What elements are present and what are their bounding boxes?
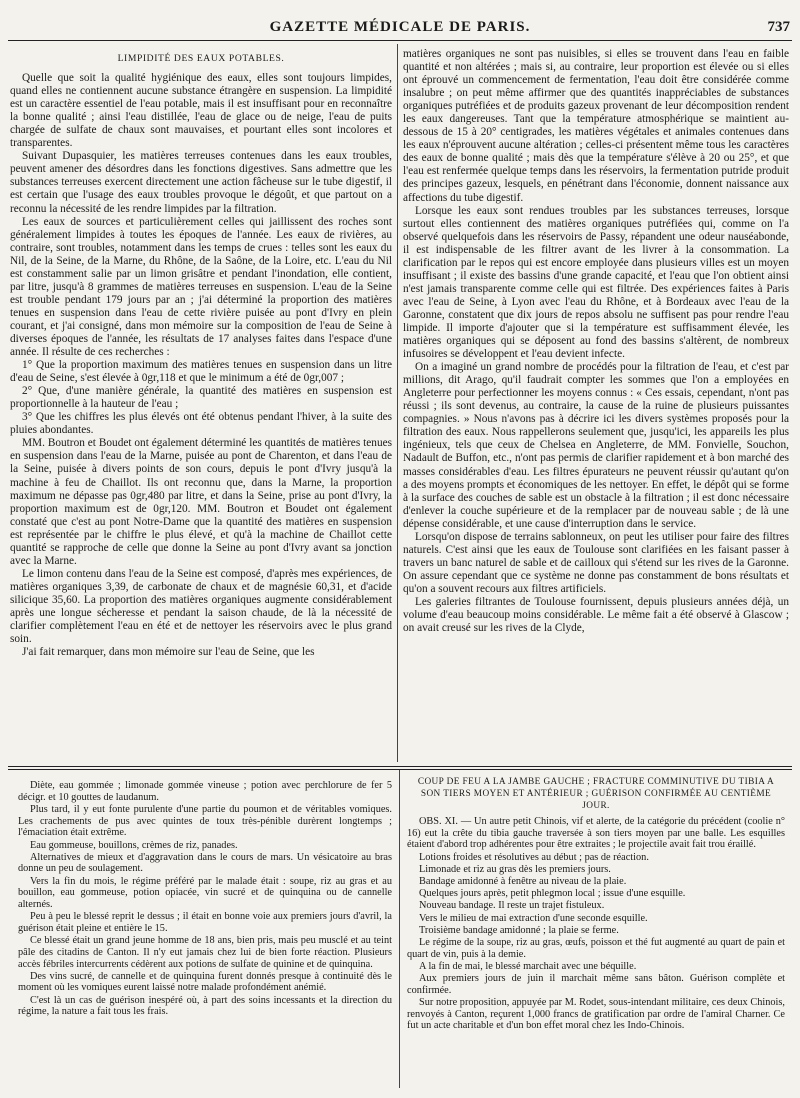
section-title: LIMPIDITÉ DES EAUX POTABLES. bbox=[117, 53, 285, 64]
paragraph: 1° Que la proportion maximum des matières tenues en suspension dans un litre d'eau de Seine, s'est élevée à 0gr,118 et que le minimum a été de 0gr,007 ; bbox=[10, 359, 392, 385]
footer-right-column bbox=[407, 776, 785, 1033]
paragraph: Des vins sucré, de cannelle et de quinquina furent donnés presque à continuité dès le moment où les vomiques eurent laissé notre malade profondément anémié. bbox=[18, 970, 392, 994]
paragraph: Eau gommeuse, bouillons, crèmes de riz, panades. bbox=[30, 839, 238, 851]
paragraph: Sur notre proposition, appuyée par M. Rodet, sous-intendant militaire, ces deux Chinois, renvoyés à Canton, reçurent 1,000 francs de gratification par ordre de l'amiral Charner. Ce fut un acte charitable et d'un bon effet moral chez les Indo-Chinois. bbox=[407, 997, 785, 1032]
paragraph: J'ai fait remarquer, dans mon mémoire sur l'eau de Seine, que les bbox=[22, 646, 315, 659]
paragraph: Lorsqu'on dispose de terrains sablonneux, on peut les utiliser pour faire des filtres naturels. C'est ainsi que les eaux de Toulouse sont clarifiées en les faisant passer à travers un banc naturel de sable et de cailloux qui s'étend sur les rives de la Garonne. On assure cependant que ce système ne donne pas constamment de bons résultats et qu'on a souvent recours aux filtres artificiels. bbox=[403, 530, 789, 595]
right-column bbox=[403, 48, 789, 635]
paragraph: On a imaginé un grand nombre de procédés pour la filtration de l'eau, et c'est par millions, dit Arago, qu'il faudrait compter les sommes que l'on a employées en Angleterre pour perfectionner les moyens connus : « Ces essais, cependant, n'ont pas réussi ; ils sont devenus, au contraire, la cause de la ruine de plusieurs puissantes compagnies. » Nous n'avons pas à décrire ici les divers systèmes proposés pour la filtration des eaux. Nous rappellerons seulement que, jusqu'ici, les appareils les plus ingénieux, tels que ceux de Chelsea en Angleterre, de MM. Fonvielle, Souchon, Nadault de Buffon, etc., n'ont pas permis de clarifier rapidement et à bon marché des masses considérables d'eau. Les filtres épurateurs ne peuvent réussir qu'autant qu'on a des moyens prompts et économiques de les nettoyer. En effet, le dépôt qui se forme à la surface des couches de sable est un obstacle à la filtration ; il est donc nécessaire d'enlever la couche supérieure et de la remplacer par de nouveau sable ; de là une dépense considérable, et une cause d'interruption dans le service. bbox=[403, 361, 789, 530]
page-number: 737 bbox=[767, 19, 790, 35]
paragraph: matières organiques ne sont pas nuisibles, si elles se trouvent dans l'eau en faible quantité et non altérées ; mais si, au contraire, leur proportion est élevée ou si elles ont éprouvé un commencement de fermentation, l'eau doit être considérée comme insalubre ; on peut même affirmer que des quantités inappréciables de substances organiques putréfiées et de produits gazeux provenant de leur décomposition rendent les eaux dangereuses. Tant que la température atmosphérique se maintient au-dessous de 15 à 20° centigrades, les matières végétales et animales contenues dans les eaux n'éprouvent aucune altération ; celles-ci présentent même tous les caractères des eaux de bonne qualité ; mais dès que la température s'élève à 20 ou 25°, et que l'eau est renfermée quelque temps dans les réservoirs, la fermentation putride produit des principes gazeux, lesquels, en pénétrant dans l'économie, donnent naissance aux affections du tube digestif. bbox=[403, 48, 789, 204]
paragraph: Nouveau bandage. Il reste un trajet fistuleux. bbox=[419, 900, 605, 912]
feuilleton-divider-thin bbox=[8, 769, 792, 770]
paragraph: Quelle que soit la qualité hygiénique des eaux, elles sont toujours limpides, quand elles ne contiennent aucune substance étrangère en suspension. La limpidité est un caractère essentiel de l'eau potable, mais il est insuffisant pour en reconnaître la bonne qualité ; ainsi l'eau distillée, l'eau de glace ou de neige, l'eau de puits chargée de sulfate de chaux sont mauvaises, et pourtant elles sont incolores et transparentes. bbox=[10, 72, 392, 150]
paragraph: Quelques jours après, petit phlegmon local ; issue d'une esquille. bbox=[419, 888, 686, 900]
paragraph: Limonade et riz au gras dès les premiers jours. bbox=[419, 863, 611, 875]
left-column bbox=[10, 48, 392, 659]
page-header bbox=[8, 18, 792, 41]
column-rule bbox=[397, 44, 398, 762]
paragraph: Aux premiers jours de juin il marchait même sans bâton. Guérison complète et confirmée. bbox=[407, 973, 785, 996]
paragraph: Lorsque les eaux sont rendues troubles par les substances terreuses, lorsque surtout elles contiennent des matières organiques putréfiées qui, comme on l'a observé quelquefois dans les réservoirs de Passy, répandent une odeur nauséabonde, il est indispensable de les filtrer avant de les livrer à la consommation. La clarification par le repos qui est encore employée dans plusieurs villes est un moyen insuffisant ; il existe des bassins d'une grande capacité, et l'eau que l'on obtient ainsi n'est jamais transparente comme celle qui est filtrée. Des expériences faites à Paris avec l'eau de Seine, à Lyon avec l'eau du Rhône, et à Bordeaux avec l'eau de la Garonne, constatent que dix jours de repos absolu ne suffisent pas pour rendre l'eau limpide. Il importe d'ajouter que si la température est suffisamment élevée, les matières organiques qui se déposent au fond des bassins s'altèrent, de nombreux infusoires se développent et l'eau devient infecte. bbox=[403, 204, 789, 361]
paragraph: Vers la fin du mois, le régime préféré par le malade était : soupe, riz au gras et au bouillon, eau gommeuse, potion opiacée, vin sucré et de quinquina ou de cannelle alternés. bbox=[18, 875, 392, 911]
paragraph: Peu à peu le blessé reprit le dessus ; il était en bonne voie aux premiers jours d'avril, la guérison était pleine et entière le 15. bbox=[18, 911, 392, 934]
footer-left-column bbox=[18, 780, 392, 1019]
paragraph: Le limon contenu dans l'eau de la Seine est composé, d'après mes expériences, de matières organiques 3,39, de carbonate de chaux et de magnésie 60,31, et d'acide silicique 35,60. La proportion des matières organiques augmente considérablement après une longue sécheresse et pendant la saison chaude, de là la nécessité de clarifier complètement l'eau en été et de nettoyer les réservoirs avec le plus grand soin. bbox=[10, 567, 392, 646]
paragraph: Le régime de la soupe, riz au gras, œufs, poisson et thé fut augmenté au quart de pain et quart de vin, puis à la demie. bbox=[407, 937, 785, 960]
paragraph: A la fin de mai, le blessé marchait avec une béquille. bbox=[419, 960, 637, 972]
paragraph: Lotions froides et résolutives au début ; pas de réaction. bbox=[419, 851, 649, 863]
paragraph: Bandage amidonné à fenêtre au niveau de la plaie. bbox=[419, 876, 627, 888]
paragraph: Troisième bandage amidonné ; la plaie se ferme. bbox=[419, 924, 619, 936]
paragraph: Les galeries filtrantes de Toulouse fournissent, depuis plusieurs années déjà, un volume d'eau beaucoup moins considérable. Le même fait a été observé à Glascow ; on avait creusé sur les rives de la Clyde, bbox=[403, 595, 789, 635]
paragraph: 3° Que les chiffres les plus élevés ont été obtenus pendant l'hiver, à la suite des pluies abondantes. bbox=[10, 411, 392, 437]
paragraph: Plus tard, il y eut fonte purulente d'une partie du poumon et de véritables vomiques. Les crachements de pus avec quintes de toux très-pénible durèrent longtemps ; l'émaciation était extrême. bbox=[18, 803, 392, 839]
paragraph: OBS. XI. — Un autre petit Chinois, vif et alerte, de la catégorie du précédent (coolie n° 16) eut la crête du tibia gauche traversée à son tiers moyen par une balle. Les esquilles étaient d'abord trop adhérentes pour être extraites ; le projectile avait fait trou éraillé. bbox=[407, 816, 785, 851]
paragraph: MM. Boutron et Boudet ont également déterminé les quantités de matières tenues en suspension dans l'eau de la Marne, puisée au pont de Charenton, et dans l'eau de la Seine, puisée à divers points de son cours, depuis le pont d'Ivry jusqu'à la machine à feu de Chaillot. Ils ont reconnu que, dans la Marne, la proportion maximum ne dépasse pas 0gr,480 par litre, et dans la Seine, prise au pont d'Ivry, la proportion maximum est de 0gr,120. MM. Boutron et Boudet ont également constaté que c'est au pont Notre-Dame que la quantité des matières en suspension est représentée par le chiffre le plus élevé, et qu'à la machine de Chaillot cette quantité se rapproche de celle que donne la Seine au pont d'Ivry avant sa jonction avec la Marne. bbox=[10, 437, 392, 567]
feuilleton-divider bbox=[8, 766, 792, 767]
paragraph: Vers le milieu de mai extraction d'une seconde esquille. bbox=[419, 912, 648, 924]
paragraph: Alternatives de mieux et d'aggravation dans le cours de mars. Un vésicatoire au bras donne un peu de soulagement. bbox=[18, 851, 392, 875]
journal-title: GAZETTE MÉDICALE DE PARIS. bbox=[269, 19, 531, 35]
footer-column-rule bbox=[399, 770, 400, 1088]
paragraph: Ce blessé était un grand jeune homme de 18 ans, bien pris, mais peu musclé et au teint pâle des citadins de Canton. Il n'y eut jamais chez lui de bien forte réaction. Plusieurs accès fébriles intercurrents cédèrent aux potions de sulfate de quinine et de quinquina. bbox=[18, 935, 392, 970]
observation-title: COUP DE FEU A LA JAMBE GAUCHE ; FRACTURE COMMINUTIVE DU TIBIA A SON TIERS MOYEN ET ANTÉRIEUR ; GUÉRISON CONFIRMÉE AU CENTIÈME JOUR. bbox=[417, 777, 775, 811]
paragraph: Suivant Dupasquier, les matières terreuses contenues dans les eaux troubles, peuvent amener des désordres dans les fonctions digestives. Sans admettre que les substances terreuses exercent directement une action fâcheuse sur le tube digestif, il est certain que l'usage des eaux troubles provoque le dégoût, et que partout on a reconnu la nécessité de les rendre limpides par la filtration. bbox=[10, 150, 392, 215]
paragraph: Les eaux de sources et particulièrement celles qui jaillissent des roches sont généralement limpides à toutes les époques de l'année. Les eaux de rivières, au contraire, sont troubles, notamment dans les temps de crues : telles sont les eaux du Nil, de la Seine, de la Marne, du Rhône, de la Saône, de la Loire, etc. L'eau du Nil est constamment salie par un limon grisâtre et pendant l'inondation, elle contient, par litre, jusqu'à 8 grammes de matières terreuses en suspension. L'eau de la Seine est trouble pendant 179 jours par an ; j'ai déterminé la proportion des matières tenues en suspension dans l'eau de cette rivière puisée au pont d'Ivry en plein courant, et j'ai consigné, dans mon mémoire sur la composition de l'eau de Seine à diverses époques de l'année, les résultats de 17 analyses faites dans l'espace d'une année. Il résulte de ces recherches : bbox=[10, 215, 392, 359]
paragraph: C'est là un cas de guérison inespéré où, à part des soins incessants et la direction du régime, la nature a fait tous les frais. bbox=[18, 994, 392, 1018]
paragraph: Diète, eau gommée ; limonade gommée vineuse ; potion avec perchlorure de fer 5 décigr. et 10 gouttes de laudanum. bbox=[18, 780, 392, 803]
paragraph: 2° Que, d'une manière générale, la quantité des matières en suspension est proportionnelle à la hauteur de l'eau ; bbox=[10, 385, 392, 411]
